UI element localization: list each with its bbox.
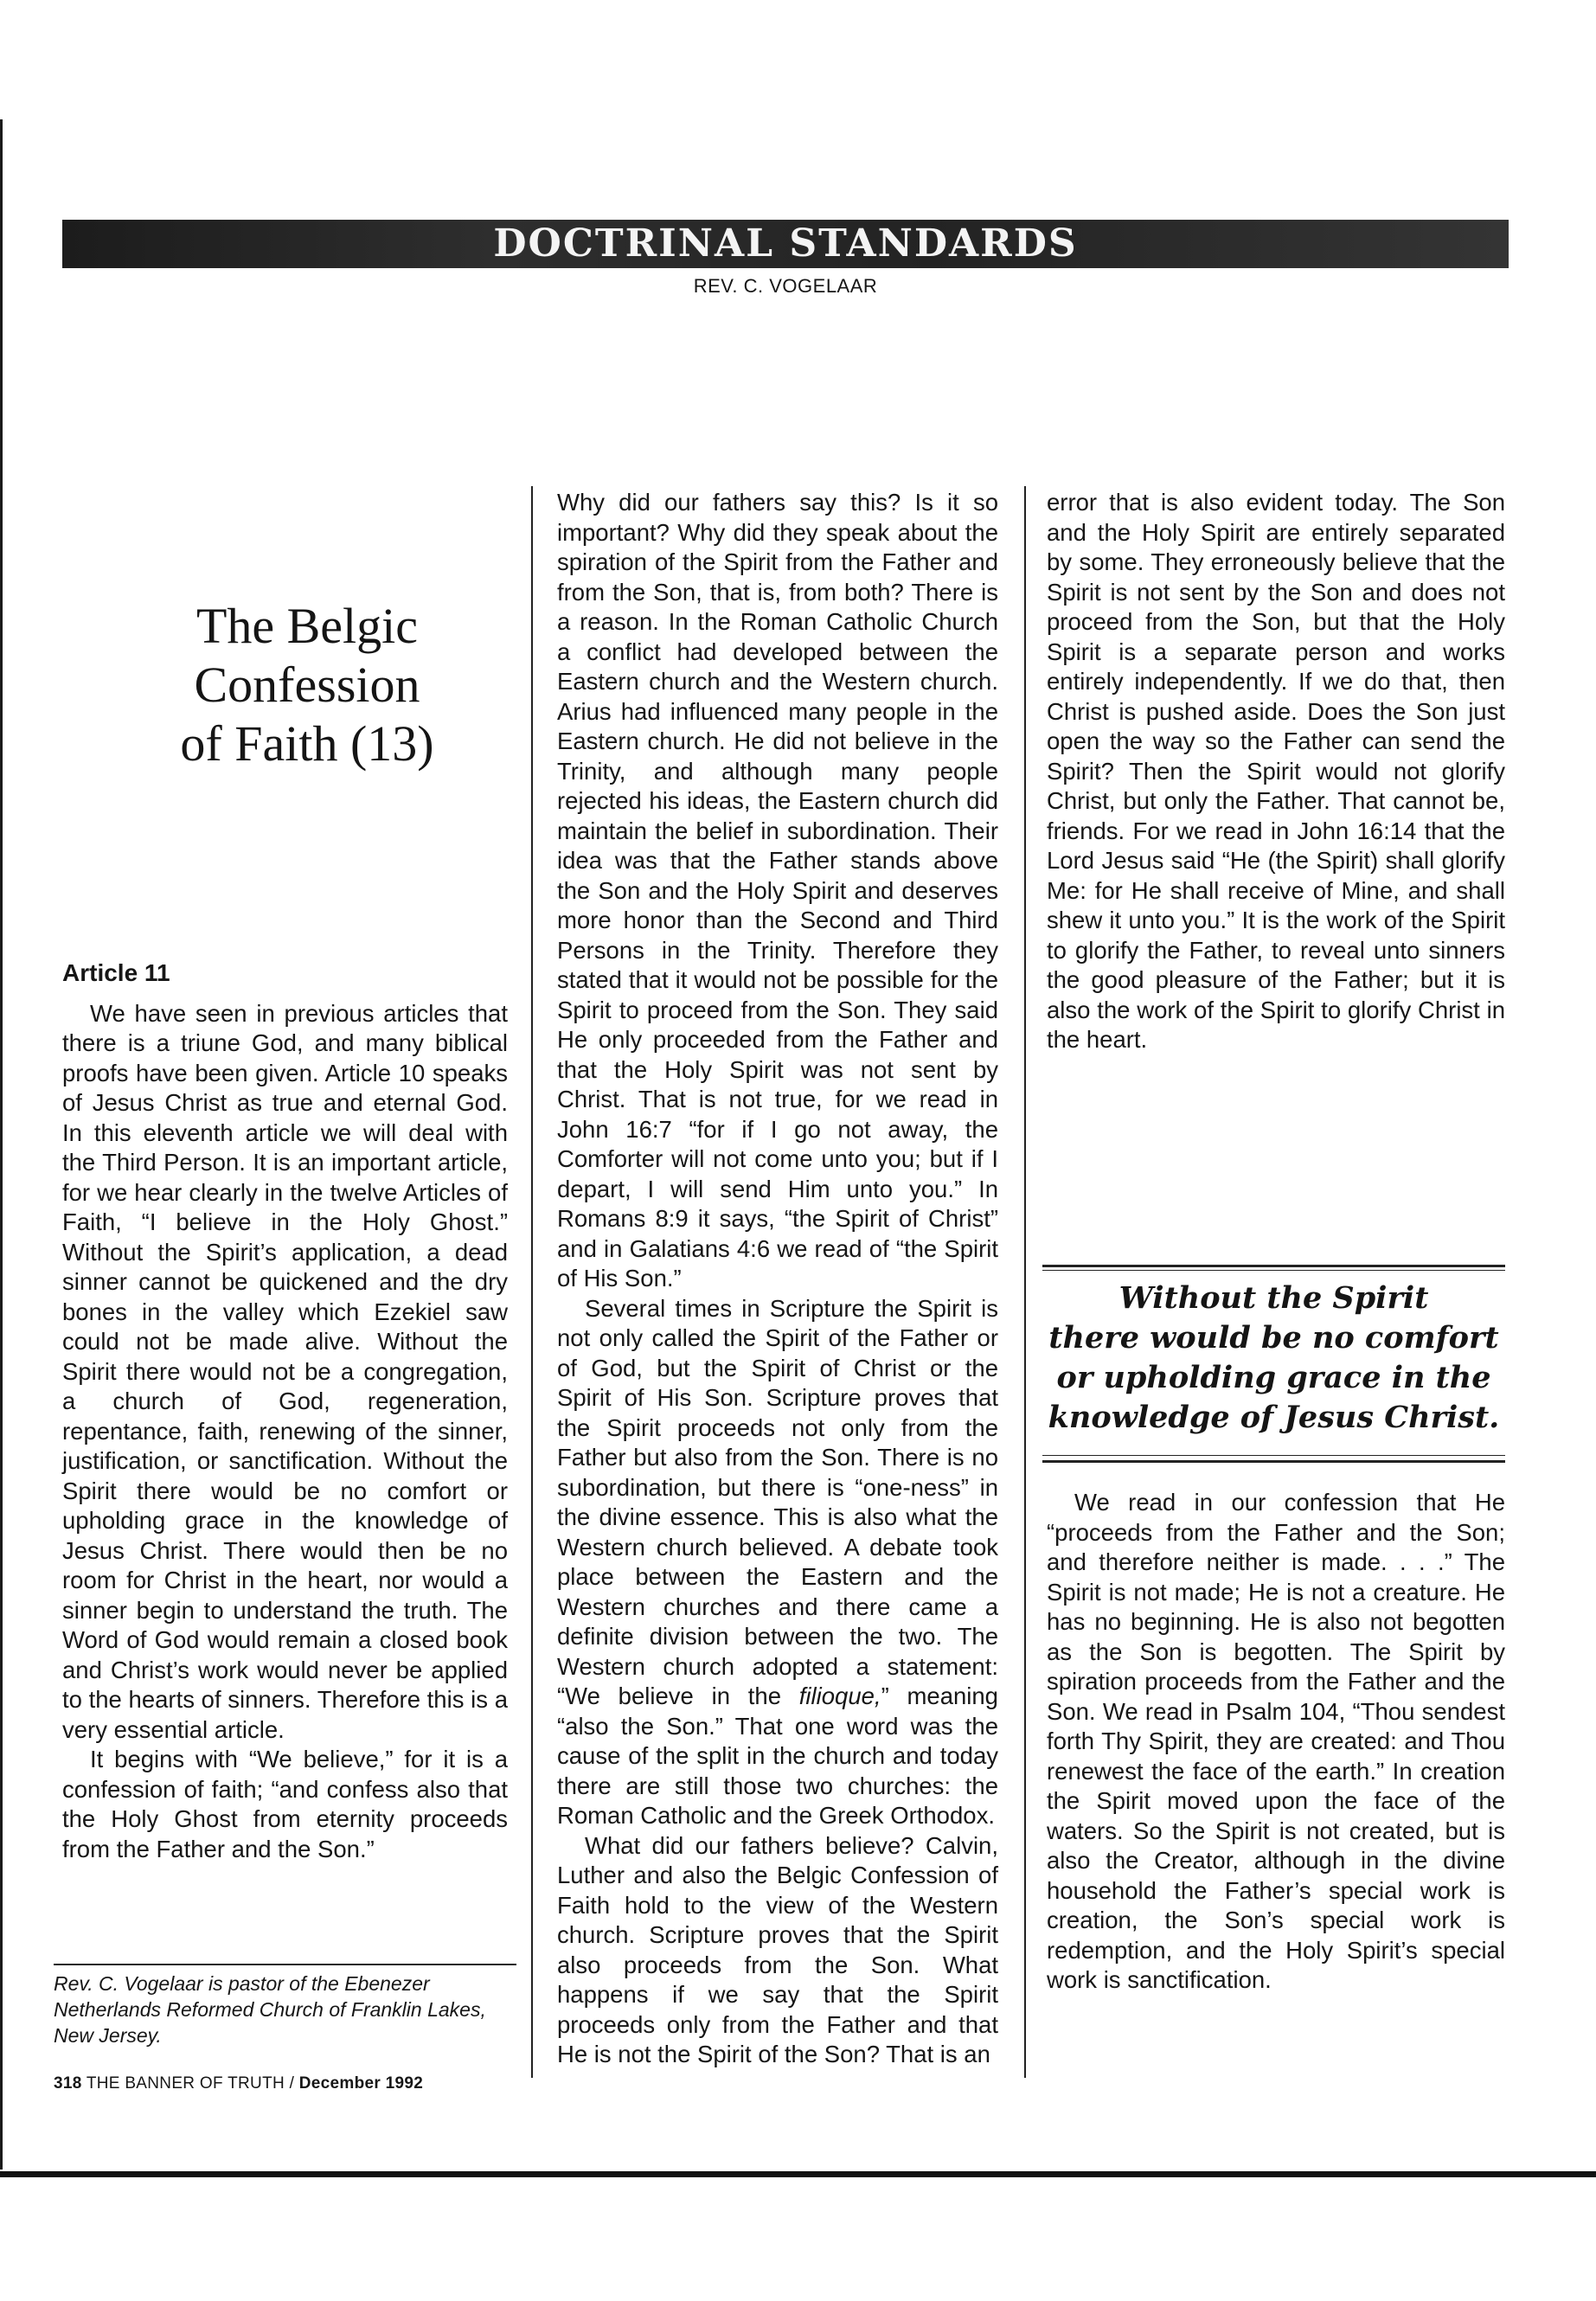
paragraph-4 [557, 1294, 998, 1831]
bio-divider [54, 1964, 516, 1965]
column-3-bottom [1047, 1488, 1505, 1996]
column-divider [1024, 486, 1026, 2078]
section-header [62, 220, 1509, 268]
article-heading: Article 11 [62, 959, 170, 986]
pullquote-rule-top-thin [1042, 1270, 1505, 1271]
pullquote-rule-top [1042, 1265, 1505, 1267]
title-line-3: of Faith (13) [180, 715, 434, 772]
top-margin [0, 0, 1596, 119]
pull-quote-line-4: knowledge of Jesus Christ. [1048, 1400, 1500, 1435]
column-2 [557, 488, 998, 2070]
author-bio: Rev. C. Vogelaar is pastor of the Ebenezer Netherlands Reformed Church of Franklin Lakes, New Jersey. [54, 1972, 486, 2047]
filioque-term: filioque, [798, 1682, 881, 1709]
pull-quote [1042, 1279, 1505, 1438]
column-1 [62, 958, 508, 1864]
column-divider [531, 486, 533, 2078]
pull-quote-line-1: Without the Spirit [1118, 1280, 1429, 1316]
section-title: DOCTRINAL STANDARDS [493, 221, 1078, 266]
paragraph-5-continued: error that is also evident today. The Son and the Holy Spirit are entirely separated by some. They erroneously believe that the Spirit is not sent by the Son and does not proceed from the Son, but that the Holy Spirit is a separate person and works entirely independently. If we do that, then Christ is pushed aside. Does the Son just open the way so the Father can send the Spirit? Then the Spirit would not glorify Christ, but only the Father. That cannot be, friends. For we read in John 16:14 that the Lord Jesus said “He (the Spirit) shall glorify Me: for He shall receive of Mine, and shall shew it unto you.” It is the work of the Spirit to glorify the Father, to reveal unto sinners the good pleasure of the Father; but it is also the work of the Spirit to glorify Christ in the heart. [1047, 489, 1505, 1053]
pull-quote-line-3: or upholding grace in the [1056, 1360, 1491, 1395]
scan-bottom-edge [0, 2171, 1596, 2177]
paragraph-3: Why did our fathers say this? Is it so important? Why did they speak about the spiration of the Spirit from the Father and from the Son, that is, from both? There is a reason. In the Roman Catholic Church a conflict had developed between the Eastern church and the Western church. Arius had influenced many people in the Eastern church. He did not believe in the Trinity, and although many people rejected his ideas, the Eastern church did maintain the belief in subordination. Their idea was that the Father stands above the Son and the Holy Spirit and deserves more honor than the Second and Third Persons in the Trinity. Therefore they stated that it would not be possible for the Spirit to proceed from the Son. They said He only proceeded from the Father and that the Holy Spirit was not sent by Christ. That is not true, for we read in John 16:7 “for if I go not away, the Comforter will not come unto you; but if I depart, I will send Him unto you.” In Romans 8:9 it says, “the Spirit of Christ” and in Galatians 4:6 we read of “the Spirit of His Son.” [557, 489, 998, 1292]
pullquote-rule-bottom-thin [1042, 1455, 1505, 1456]
paragraph-6: We read in our confession that He “proceeds from the Father and the Son; and therefore neither is made. . . .” The Spirit is not made; He is not a creature. He has no beginning. He is also not begotten as the Son is begotten. The Spirit by spiration proceeds from the Father and the Son. We read in Psalm 104, “Thou sendest forth Thy Spirit, they are created: and Thou renewest the face of the earth.” In creation the Spirit moved upon the face of the waters. So the Spirit is not created, but is also the Creator, although in the divine household the Father’s special work is creation, the Son’s special work is redemption, and the Holy Spirit’s special work is sanctification. [1047, 1489, 1505, 1993]
paragraph-4-text-a: Several times in Scripture the Spirit is not only called the Spirit of the Father or of God, but the Spirit of Christ or the Spirit of His Son. Scripture proves that the Spirit proceeds not only from the Father but also from the Son. There is no subordination, but there is “one-ness” in the divine essence. This is also what the Western church believed. A debate took place between the Eastern and the Western churches and there came a definite division between the two. The Western church adopted a statement: “We believe in the [557, 1294, 998, 1709]
page-footer [54, 2074, 423, 2093]
issue-date: December 1992 [298, 2074, 424, 2093]
publication-name: THE BANNER OF TRUTH / [86, 2074, 295, 2093]
pull-quote-line-2: there would be no comfort [1048, 1320, 1499, 1356]
title-line-1: The Belgic [195, 598, 419, 654]
scan-left-edge [0, 119, 3, 2170]
paragraph-2: It begins with “We believe,” for it is a confession of faith; “and confess also that the Holy Ghost from eternity proceeds from the Father and the Son.” [62, 1746, 508, 1862]
byline: REV. C. VOGELAAR [693, 275, 878, 297]
page-number: 318 [54, 2074, 82, 2093]
paragraph-4-text-b: ” meaning “also the Son.” That one word was the cause of the split in the church and today there are still those two churches: the Roman Catholic and the Greek Orthodox. [557, 1682, 998, 1829]
pullquote-rule-bottom [1042, 1460, 1505, 1463]
paragraph-5: What did our fathers believe? Calvin, Luther and also the Belgic Confession of Faith hold to the view of the Western church. Scripture proves that the Spirit also proceeds from the Son. What happens if we say that the Spirit proceeds only from the Father and that He is not the Spirit of the Son? That is an [557, 1831, 998, 2067]
title-line-2: Confession [194, 657, 420, 713]
article-title [104, 597, 510, 773]
paragraph-1: We have seen in previous articles that there is a triune God, and many biblical proofs have been given. Article 10 speaks of Jesus Christ as true and eternal God. In this eleventh article we will deal with the Third Person. It is an important article, for we hear clearly in the twelve Articles of Faith, “I believe in the Holy Ghost.” Without the Spirit’s application, a dead sinner cannot be quickened and the dry bones in the valley which Ezekiel saw could not be made alive. Without the Spirit there would not be a congregation, a church of God, regeneration, repentance, faith, renewing of the sinner, justification, or sanctification. Without the Spirit there would be no comfort or upholding grace in the knowledge of Jesus Christ. There would then be no room for Christ in the heart, nor would a sinner begin to understand the truth. The Word of God would remain a closed book and Christ’s work would never be applied to the hearts of sinners. Therefore this is a very essential article. [62, 999, 508, 1743]
